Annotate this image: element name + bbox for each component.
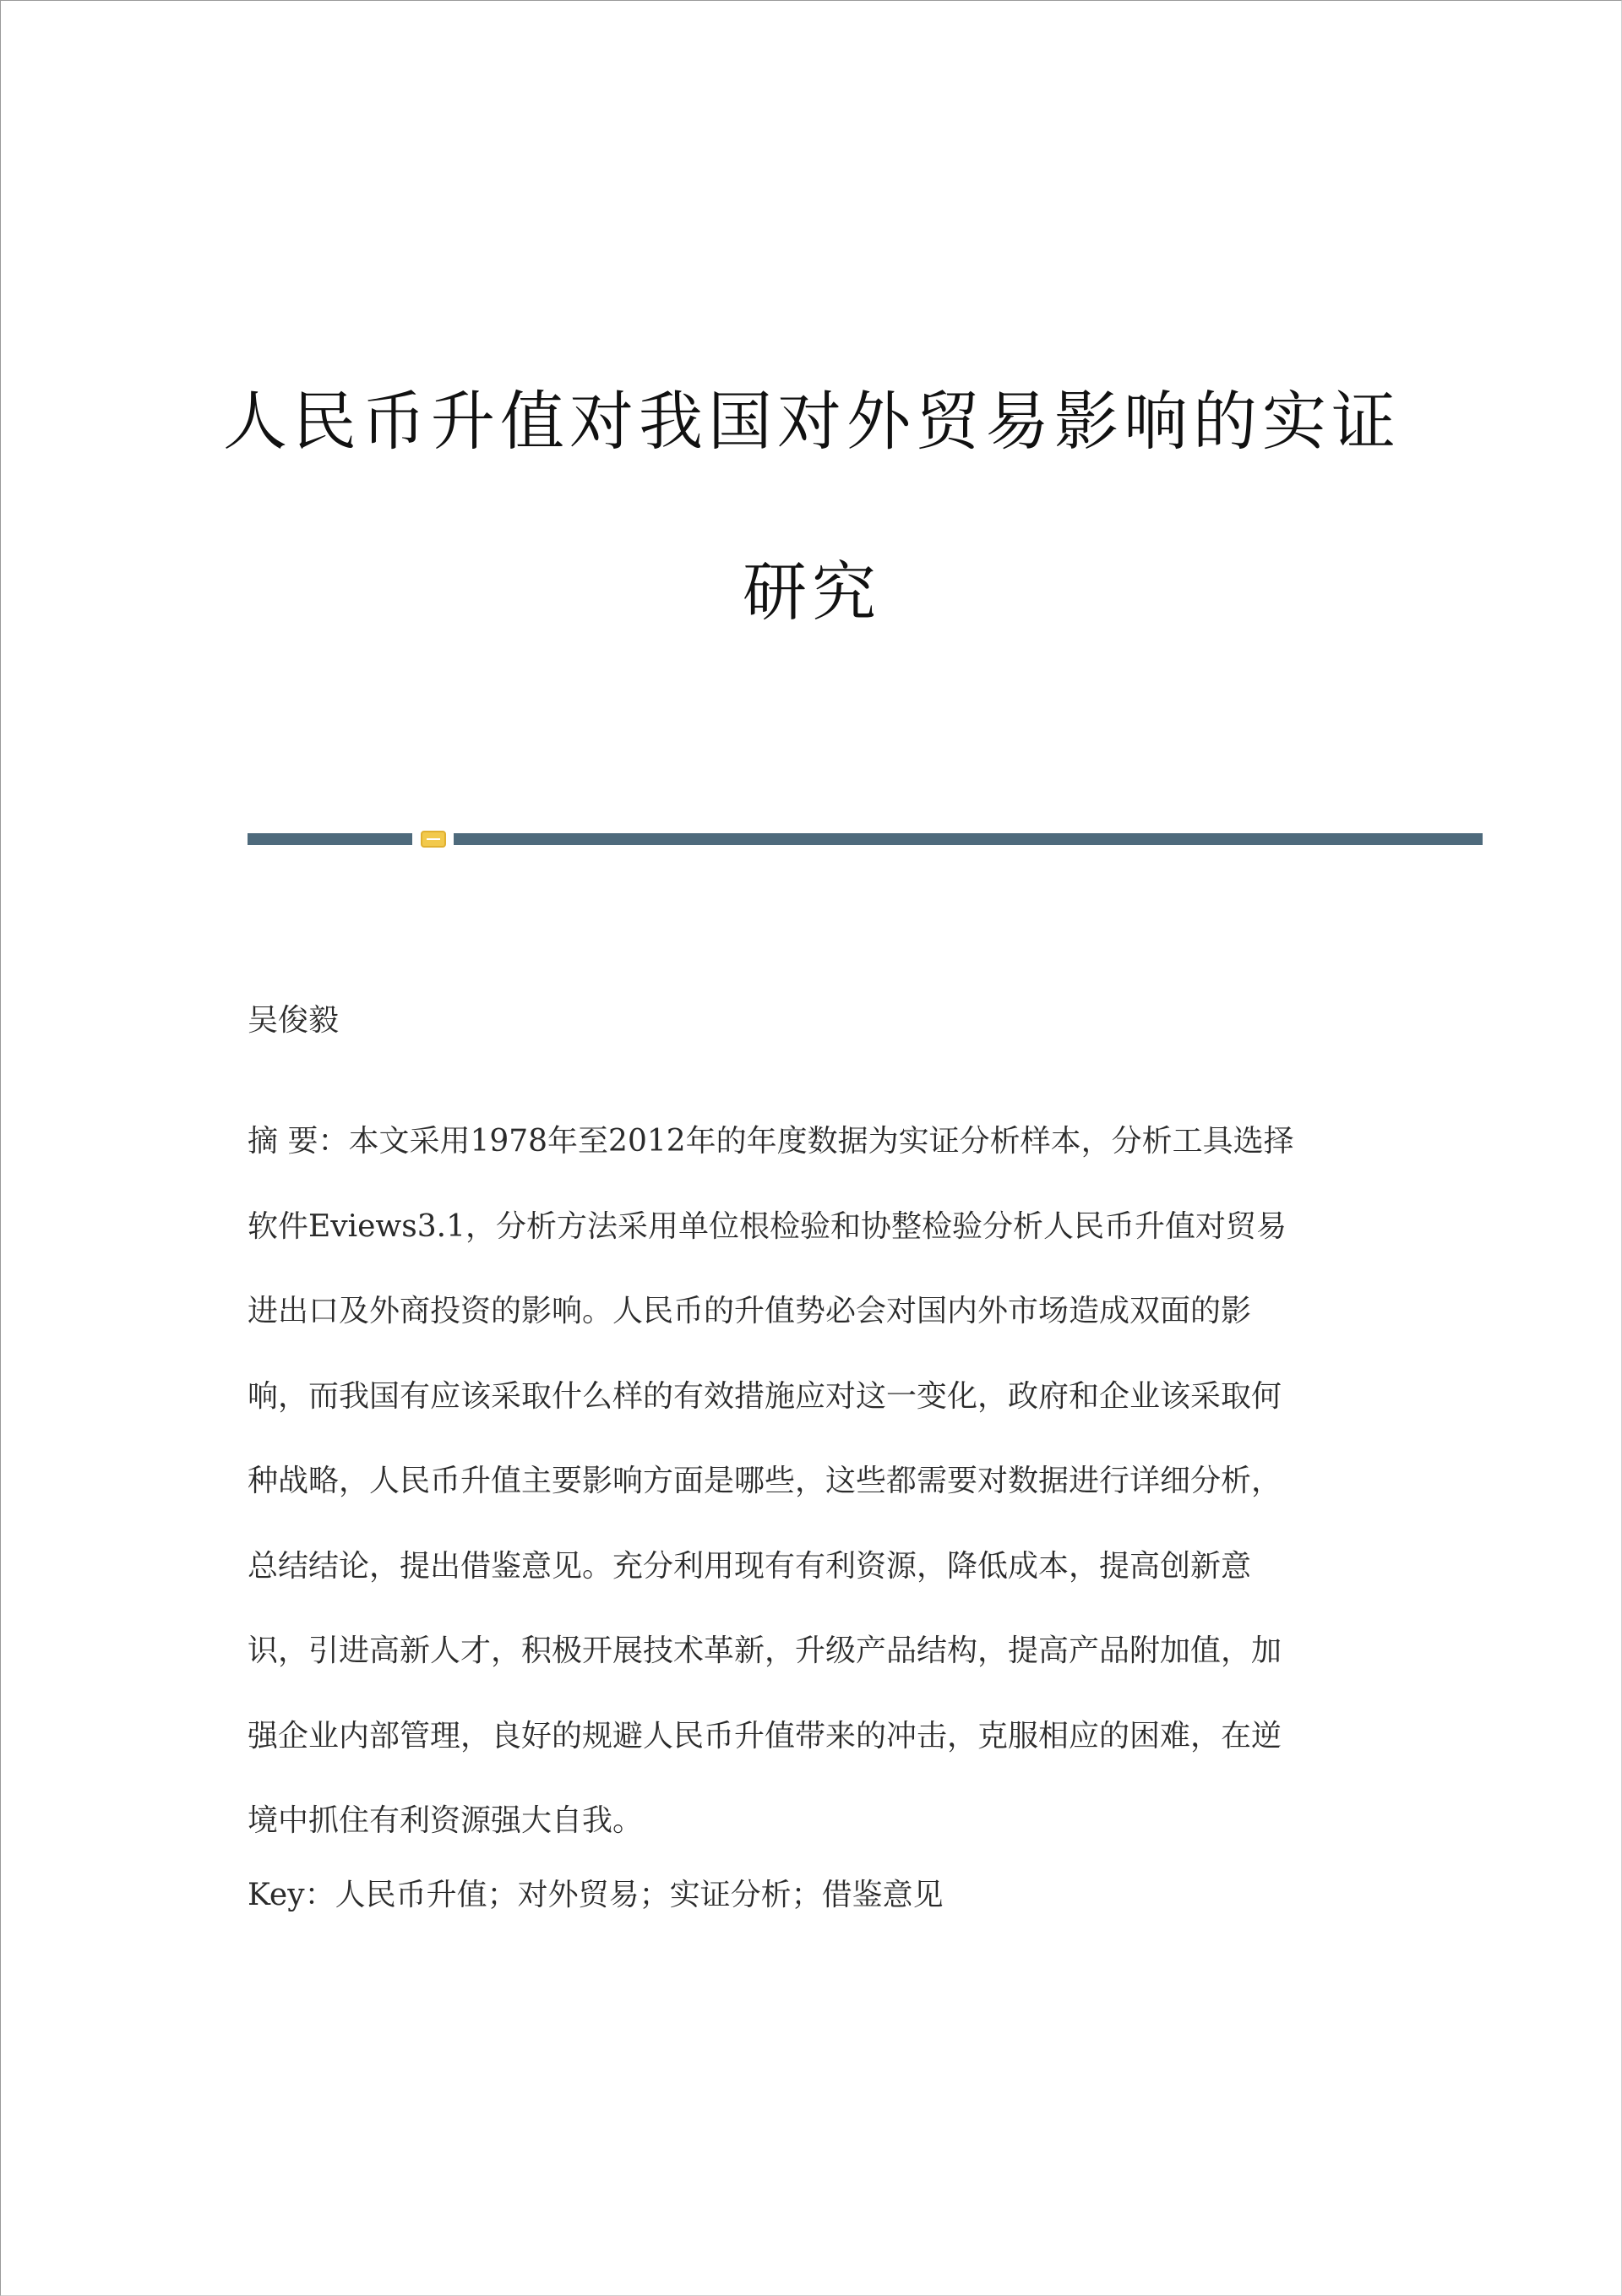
abstract-line: 进出口及外商投资的影响。人民币的升值势必会对国内外市场造成双面的影 xyxy=(248,1294,1252,1328)
abstract-line: 种战略，人民币升值主要影响方面是哪些，这些都需要对数据进行详细分析， xyxy=(248,1464,1282,1498)
abstract xyxy=(248,1099,1413,1864)
abstract-line: 境中抓住有利资源强大自我。 xyxy=(248,1803,644,1838)
document-title-line-1: 人民币升值对我国对外贸易影响的实证 xyxy=(223,384,1401,459)
divider-ornament-icon xyxy=(421,831,446,848)
abstract-line: 软件Eviews3.1，分析方法采用单位根检验和协整检验分析人民币升值对贸易 xyxy=(248,1208,1287,1244)
divider-bar-left xyxy=(248,833,412,845)
document-title-line-2: 研究 xyxy=(743,554,881,630)
author-name: 吴俊毅 xyxy=(248,1003,340,1038)
abstract-line: 识，引进高新人才，积极开展技术革新，升级产品结构，提高产品附加值，加 xyxy=(248,1633,1282,1668)
abstract-line: 强企业内部管理，良好的规避人民币升值带来的冲击，克服相应的困难，在逆 xyxy=(248,1718,1282,1753)
abstract-line: 摘 要：本文采用1978年至2012年的年度数据为实证分析样本，分析工具选择 xyxy=(248,1124,1294,1159)
title-divider xyxy=(248,831,1483,848)
abstract-line: 总结结论，提出借鉴意见。充分利用现有有利资源，降低成本，提高创新意 xyxy=(248,1548,1252,1584)
abstract-line: 响，而我国有应该采取什么样的有效措施应对这一变化，政府和企业该采取何 xyxy=(248,1378,1282,1414)
divider-bar-right xyxy=(454,833,1483,845)
keywords: Key：人民币升值；对外贸易；实证分析；借鉴意见 xyxy=(248,1878,944,1912)
